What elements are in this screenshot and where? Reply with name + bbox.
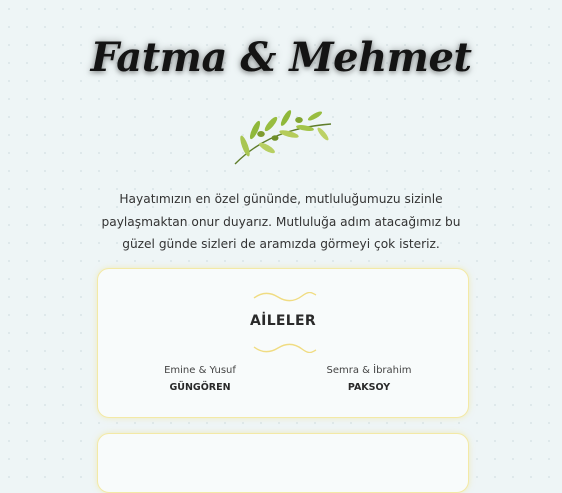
- couple-names-title: Fatma & Mehmet: [90, 34, 472, 81]
- family-surname: PAKSOY: [347, 382, 391, 393]
- next-card: [97, 433, 469, 493]
- bride-family: [289, 364, 449, 395]
- intro-message: Hayatımızın en özel gününde, mutluluğumuzu sizinle paylaşmaktan onur duyarız. Mutluluğa adım atacağımız bu güzel günde sizleri de aramızda görmeyi çok isteriz.: [101, 192, 461, 251]
- wave-divider-icon: [253, 292, 317, 302]
- family-parents: Semra & İbrahim: [326, 365, 412, 376]
- olive-branch-icon: [231, 104, 337, 168]
- family-parents: Emine & Yusuf: [164, 365, 236, 376]
- families-card: [97, 268, 469, 418]
- family-surname: GÜNGÖREN: [169, 382, 231, 393]
- groom-family: [120, 364, 280, 395]
- wave-divider-icon: [253, 343, 317, 353]
- families-title: AİLELER: [250, 313, 316, 329]
